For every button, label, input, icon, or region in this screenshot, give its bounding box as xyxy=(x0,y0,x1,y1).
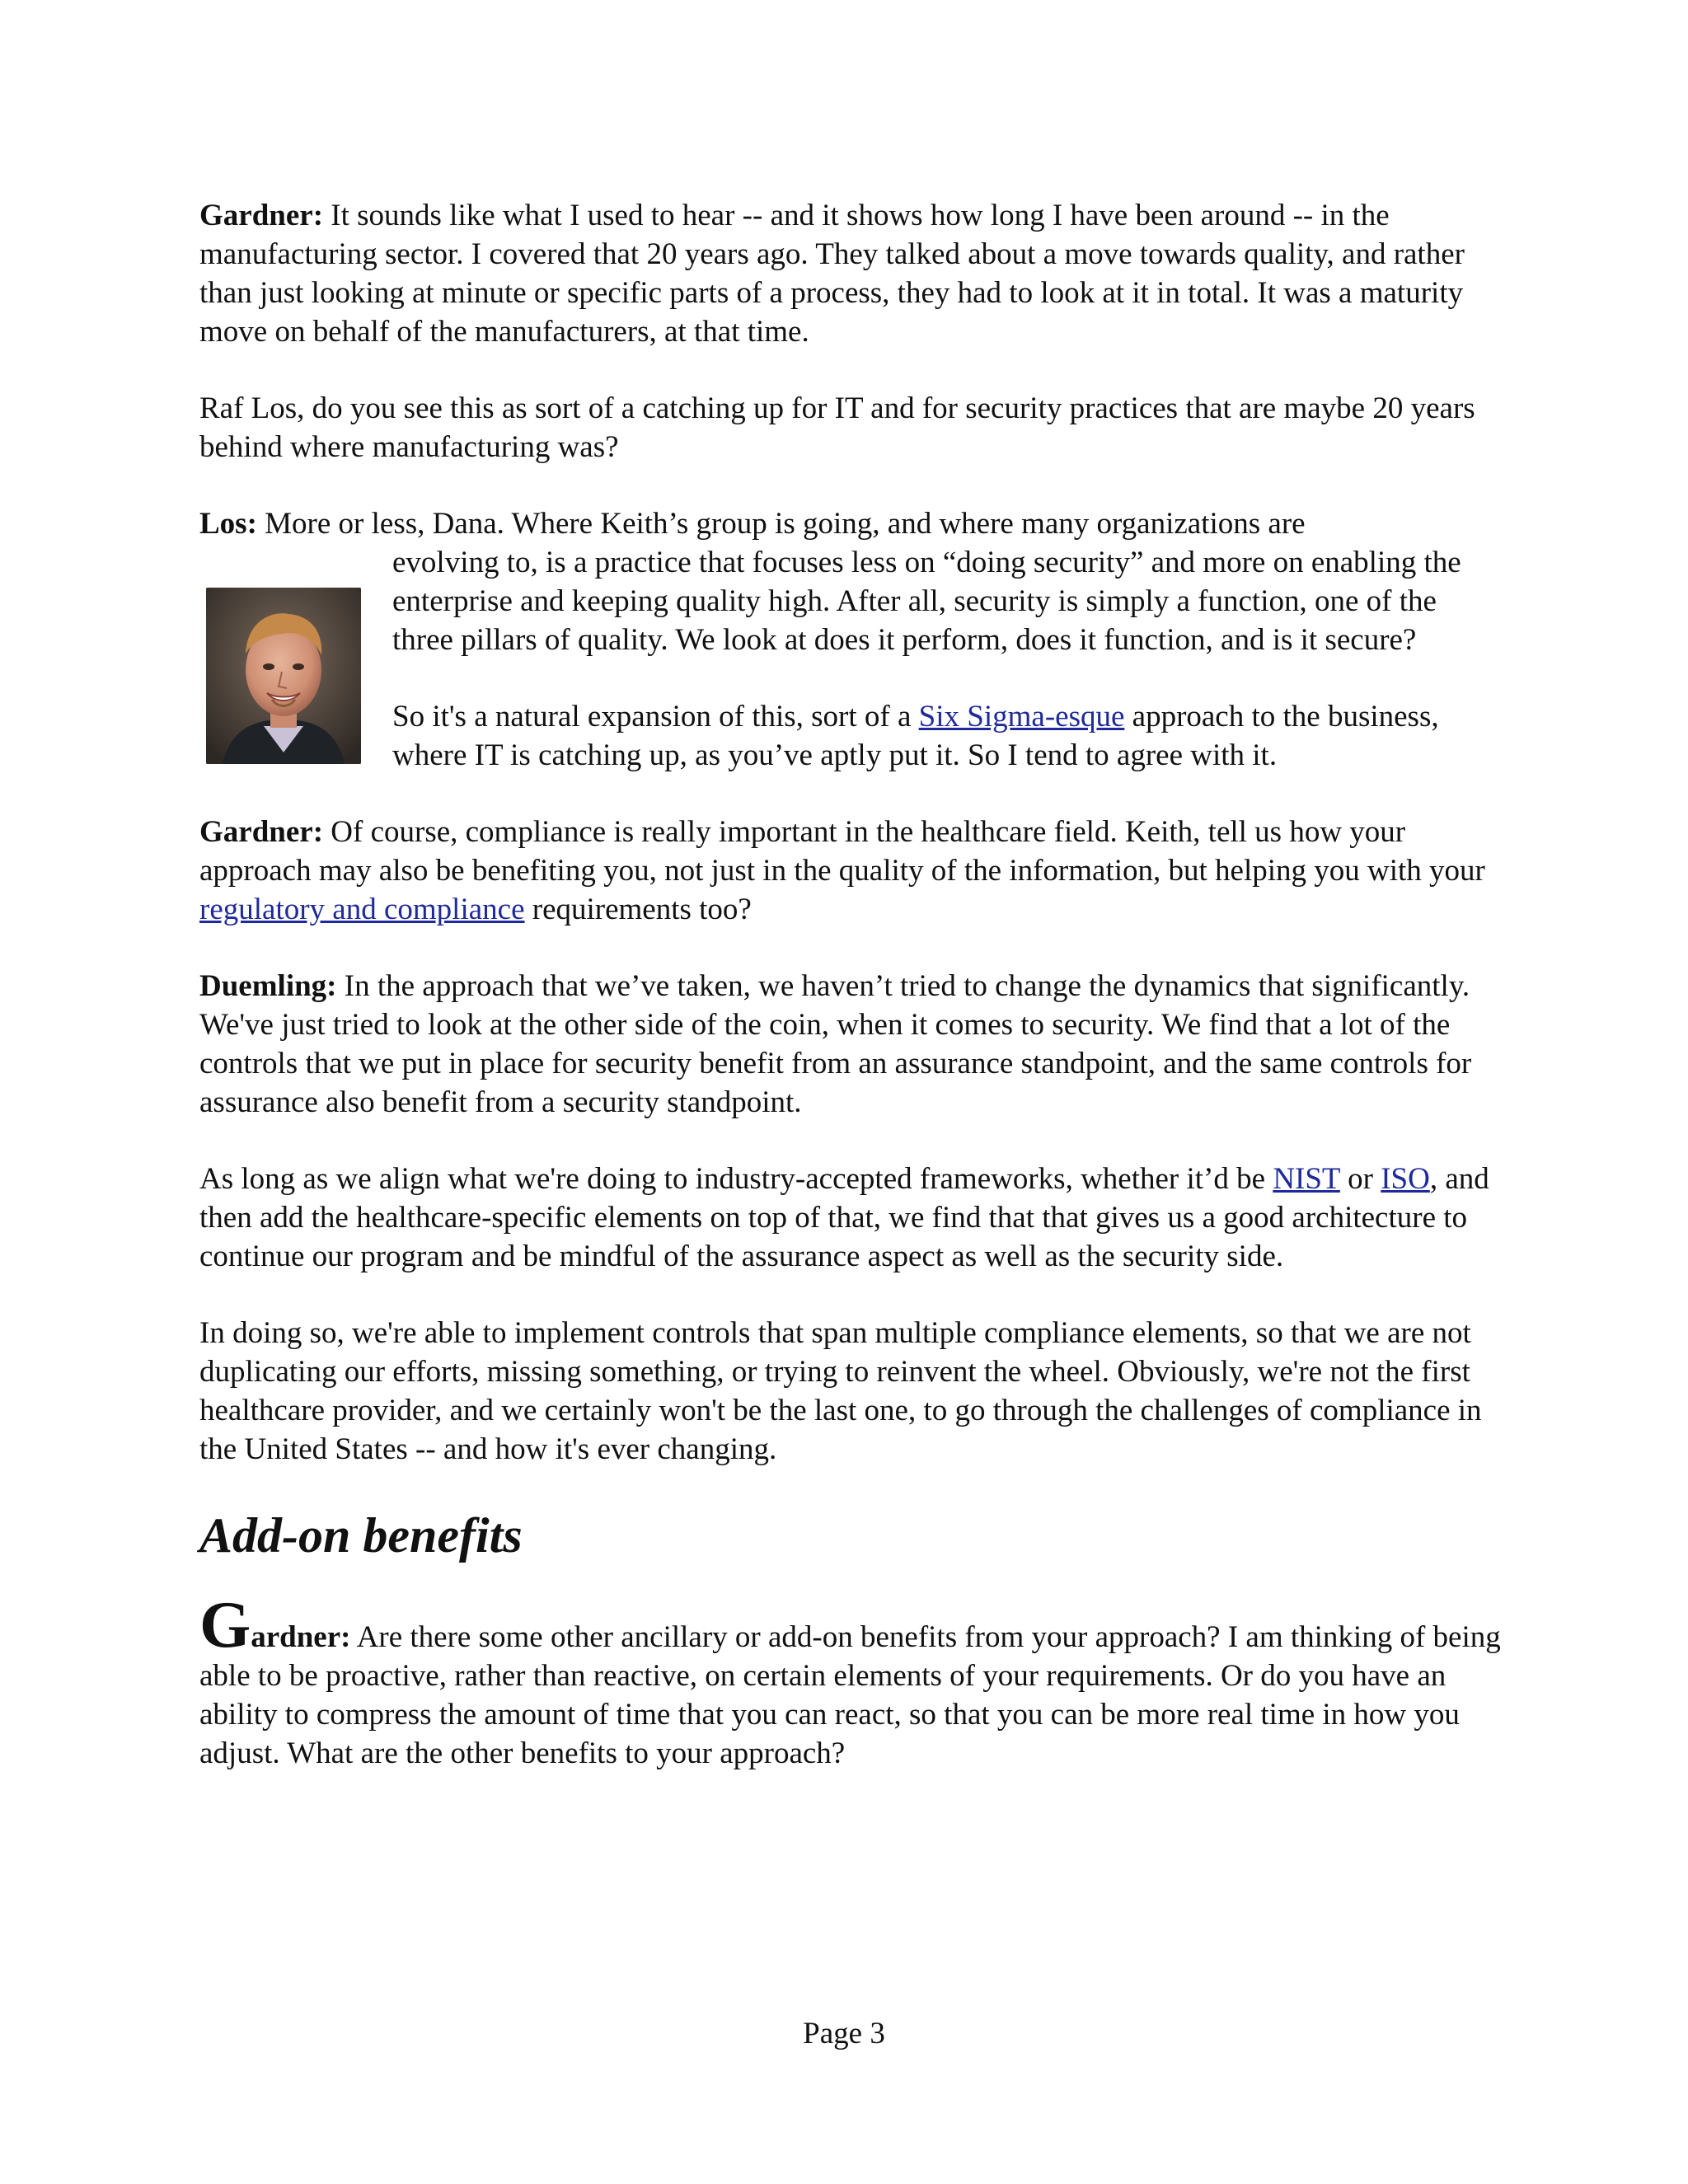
paragraph-text: In doing so, we're able to implement controls that span multiple compliance elements, so that we are not duplicating our efforts, missing something, or trying to reinvent the wheel. Obviously, we're not the first healthcare provider, and we certainly won't be the last one, to go through the challenges of compliance in the United States -- and how it's ever changing. xyxy=(199,1316,1482,1466)
paragraph-gardner-compliance xyxy=(199,813,1502,929)
paragraph-gardner-1 xyxy=(199,196,1502,351)
nist-link[interactable]: NIST xyxy=(1273,1162,1340,1196)
speaker-label: Gardner: xyxy=(199,815,324,849)
paragraph-frameworks xyxy=(199,1160,1502,1276)
los-answer-with-portrait xyxy=(199,543,1502,775)
speaker-portrait-photo xyxy=(206,588,361,764)
paragraph-text: In the approach that we’ve taken, we haven’t tried to change the dynamics that significantly. We've just tried to look at the other side of the coin, when it comes to security. We find that a lot of the controls that we put in place for security benefit from an assurance standpoint, and the same controls for assurance also benefit from a security standpoint. xyxy=(199,969,1472,1119)
paragraph-los-answer xyxy=(392,543,1502,659)
paragraph-implement-controls xyxy=(199,1314,1502,1469)
paragraph-text: As long as we align what we're doing to industry-accepted frameworks, whether it’d be xyxy=(199,1162,1273,1196)
page-number: Page 3 xyxy=(803,2017,885,2050)
paragraph-text: approach to the business, where IT is catching up, as you’ve aptly put it. So I tend to agree with it. xyxy=(392,700,1439,772)
paragraph-raf-los-question xyxy=(199,389,1502,466)
regulatory-compliance-link[interactable]: regulatory and compliance xyxy=(199,893,525,926)
paragraph-text: It sounds like what I used to hear -- and it shows how long I have been around -- in the manufacturing sector. I covered that 20 years ago. They talked about a move towards quality, and rather than just looking at minute or specific parts of a process, they had to look at it in total. It was a maturity move on behalf of the manufacturers, at that time. xyxy=(199,199,1465,349)
paragraph-text: or xyxy=(1339,1162,1381,1196)
paragraph-text: evolving to, is a practice that focuses less on “doing security” and more on enabling the enterprise and keeping quality high. After all, security is simply a function, one of the three pillars of quality. We look at does it perform, does it function, and is it secure? xyxy=(392,546,1461,657)
paragraph-gardner-benefits xyxy=(199,1589,1502,1773)
speaker-label: ardner: xyxy=(251,1620,351,1654)
paragraph-text: Of course, compliance is really important in the healthcare field. Keith, tell us how your approach may also be benefiting you, not just in the quality of the information, but helping you with your xyxy=(199,815,1485,888)
paragraph-los-six-sigma xyxy=(392,697,1502,775)
paragraph-text: Are there some other ancillary or add-on benefits from your approach? I am thinking of being able to be proactive, rather than reactive, on certain elements of your requirements. Or do you have an ability to compress the amount of time that you can react, so that you can be more real time in how you adjust. What are the other benefits to your approach? xyxy=(199,1620,1501,1770)
section-heading: Add-on benefits xyxy=(199,1508,523,1563)
paragraph-text: Raf Los, do you see this as sort of a catching up for IT and for security practices that are maybe 20 years behind where manufacturing was? xyxy=(199,391,1475,464)
paragraph-text: , and then add the healthcare-specific elements on top of that, we find that that gives us a good architecture to continue our program and be mindful of the assurance aspect as well as the security side. xyxy=(199,1162,1489,1273)
drop-cap-letter: G xyxy=(199,1589,251,1661)
six-sigma-link[interactable]: Six Sigma-esque xyxy=(918,700,1125,733)
document-body xyxy=(199,196,1502,1811)
paragraph-duemling-approach xyxy=(199,967,1502,1122)
speaker-label: Los: xyxy=(199,507,257,541)
paragraph-text: requirements too? xyxy=(524,893,752,926)
speaker-label: Gardner: xyxy=(199,199,324,232)
iso-link[interactable]: ISO xyxy=(1381,1162,1430,1196)
speaker-label: Duemling: xyxy=(199,969,337,1003)
paragraph-los-lead xyxy=(199,504,1502,543)
paragraph-text: More or less, Dana. Where Keith’s group is going, and where many organizations are xyxy=(256,507,1306,541)
paragraph-text: So it's a natural expansion of this, sort of a xyxy=(392,700,919,733)
